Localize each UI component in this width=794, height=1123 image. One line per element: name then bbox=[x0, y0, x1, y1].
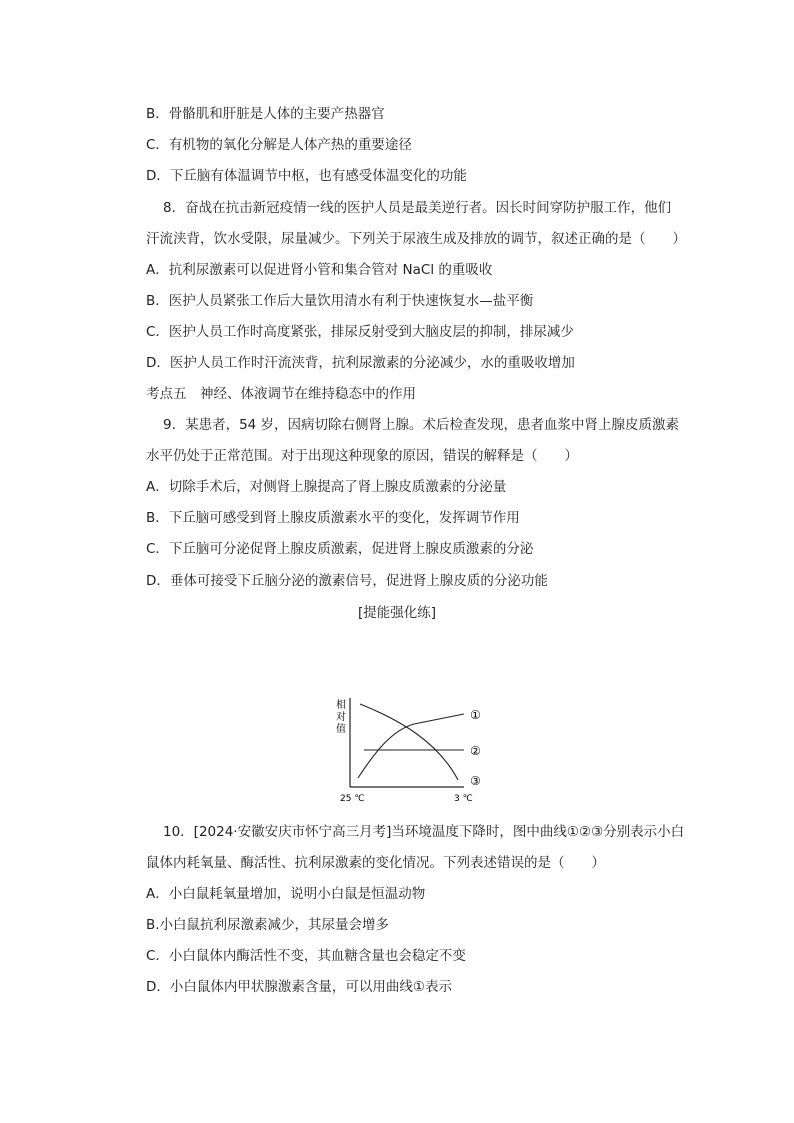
y-axis-label-3: 值 bbox=[336, 724, 346, 735]
temperature-chart bbox=[330, 692, 500, 808]
section-5-heading: 考点五 神经、体液调节在维持稳态中的作用 bbox=[146, 386, 416, 402]
option-b-heat-organ: B．骨骼肌和肝脏是人体的主要产热器官 bbox=[146, 106, 385, 122]
question-9-stem: 9．某患者，54 岁，因病切除右侧肾上腺。术后检查发现，患者血浆中肾上腺皮质激素 bbox=[163, 417, 680, 433]
question-8-stem-cont: 汗流浃背，饮水受限，尿量减少。下列关于尿液生成及排放的调节，叙述正确的是（ ） bbox=[146, 231, 686, 247]
y-axis-label-2: 对 bbox=[336, 712, 346, 723]
curve-1-label: ① bbox=[470, 708, 481, 722]
question-8-option-b: B．医护人员紧张工作后大量饮用清水有利于快速恢复水—盐平衡 bbox=[146, 293, 534, 309]
question-9-option-a: A．切除手术后，对侧肾上腺提高了肾上腺皮质激素的分泌量 bbox=[146, 479, 507, 495]
question-10-option-a: A．小白鼠耗氧量增加，说明小白鼠是恒温动物 bbox=[146, 886, 426, 902]
y-axis-label-1: 相 bbox=[336, 700, 346, 711]
question-8-option-d: D．医护人员工作时汗流浃背，抗利尿激素的分泌减少，水的重吸收增加 bbox=[146, 355, 575, 371]
curve-2-label: ② bbox=[470, 744, 481, 758]
curve-3 bbox=[360, 704, 458, 780]
curve-3-label: ③ bbox=[470, 774, 481, 788]
question-8-stem: 8．奋战在抗击新冠疫情一线的医护人员是最美逆行者。因长时间穿防护服工作，他们 bbox=[163, 200, 672, 216]
question-10-option-d: D．小白鼠体内甲状腺激素含量，可以用曲线①表示 bbox=[146, 979, 452, 995]
section-title: [提能强化练] bbox=[357, 605, 437, 621]
question-10-stem-cont: 鼠体内耗氧量、酶活性、抗利尿激素的变化情况。下列表述错误的是（ ） bbox=[146, 855, 605, 871]
question-8-option-c: C．医护人员工作时高度紧张，排尿反射受到大脑皮层的抑制，排尿减少 bbox=[146, 324, 574, 340]
x-start-label: 25 ℃ bbox=[340, 794, 365, 804]
question-10-option-c: C．小白鼠体内酶活性不变，其血糖含量也会稳定不变 bbox=[146, 948, 466, 964]
x-end-label: 3 ℃ bbox=[454, 794, 473, 804]
question-10-stem: 10．[2024·安徽安庆市怀宁高三月考]当环境温度下降时，图中曲线①②③分别表示小白 bbox=[163, 824, 685, 840]
question-9-stem-cont: 水平仍处于正常范围。对于出现这种现象的原因，错误的解释是（ ） bbox=[146, 448, 578, 464]
question-9-option-c: C．下丘脑可分泌促肾上腺皮质激素，促进肾上腺皮质激素的分泌 bbox=[146, 541, 534, 557]
curve-1 bbox=[358, 714, 464, 778]
question-8-option-a: A．抗利尿激素可以促进肾小管和集合管对 NaCl 的重吸收 bbox=[146, 262, 493, 278]
question-10-option-b: B.小白鼠抗利尿激素减少，其尿量会增多 bbox=[146, 917, 390, 933]
option-c-oxidation: C．有机物的氧化分解是人体产热的重要途径 bbox=[146, 137, 412, 153]
option-d-hypothalamus: D．下丘脑有体温调节中枢，也有感受体温变化的功能 bbox=[146, 168, 467, 184]
question-9-option-d: D．垂体可接受下丘脑分泌的激素信号，促进肾上腺皮质的分泌功能 bbox=[146, 573, 548, 589]
question-9-option-b: B．下丘脑可感受到肾上腺皮质激素水平的变化，发挥调节作用 bbox=[146, 510, 520, 526]
